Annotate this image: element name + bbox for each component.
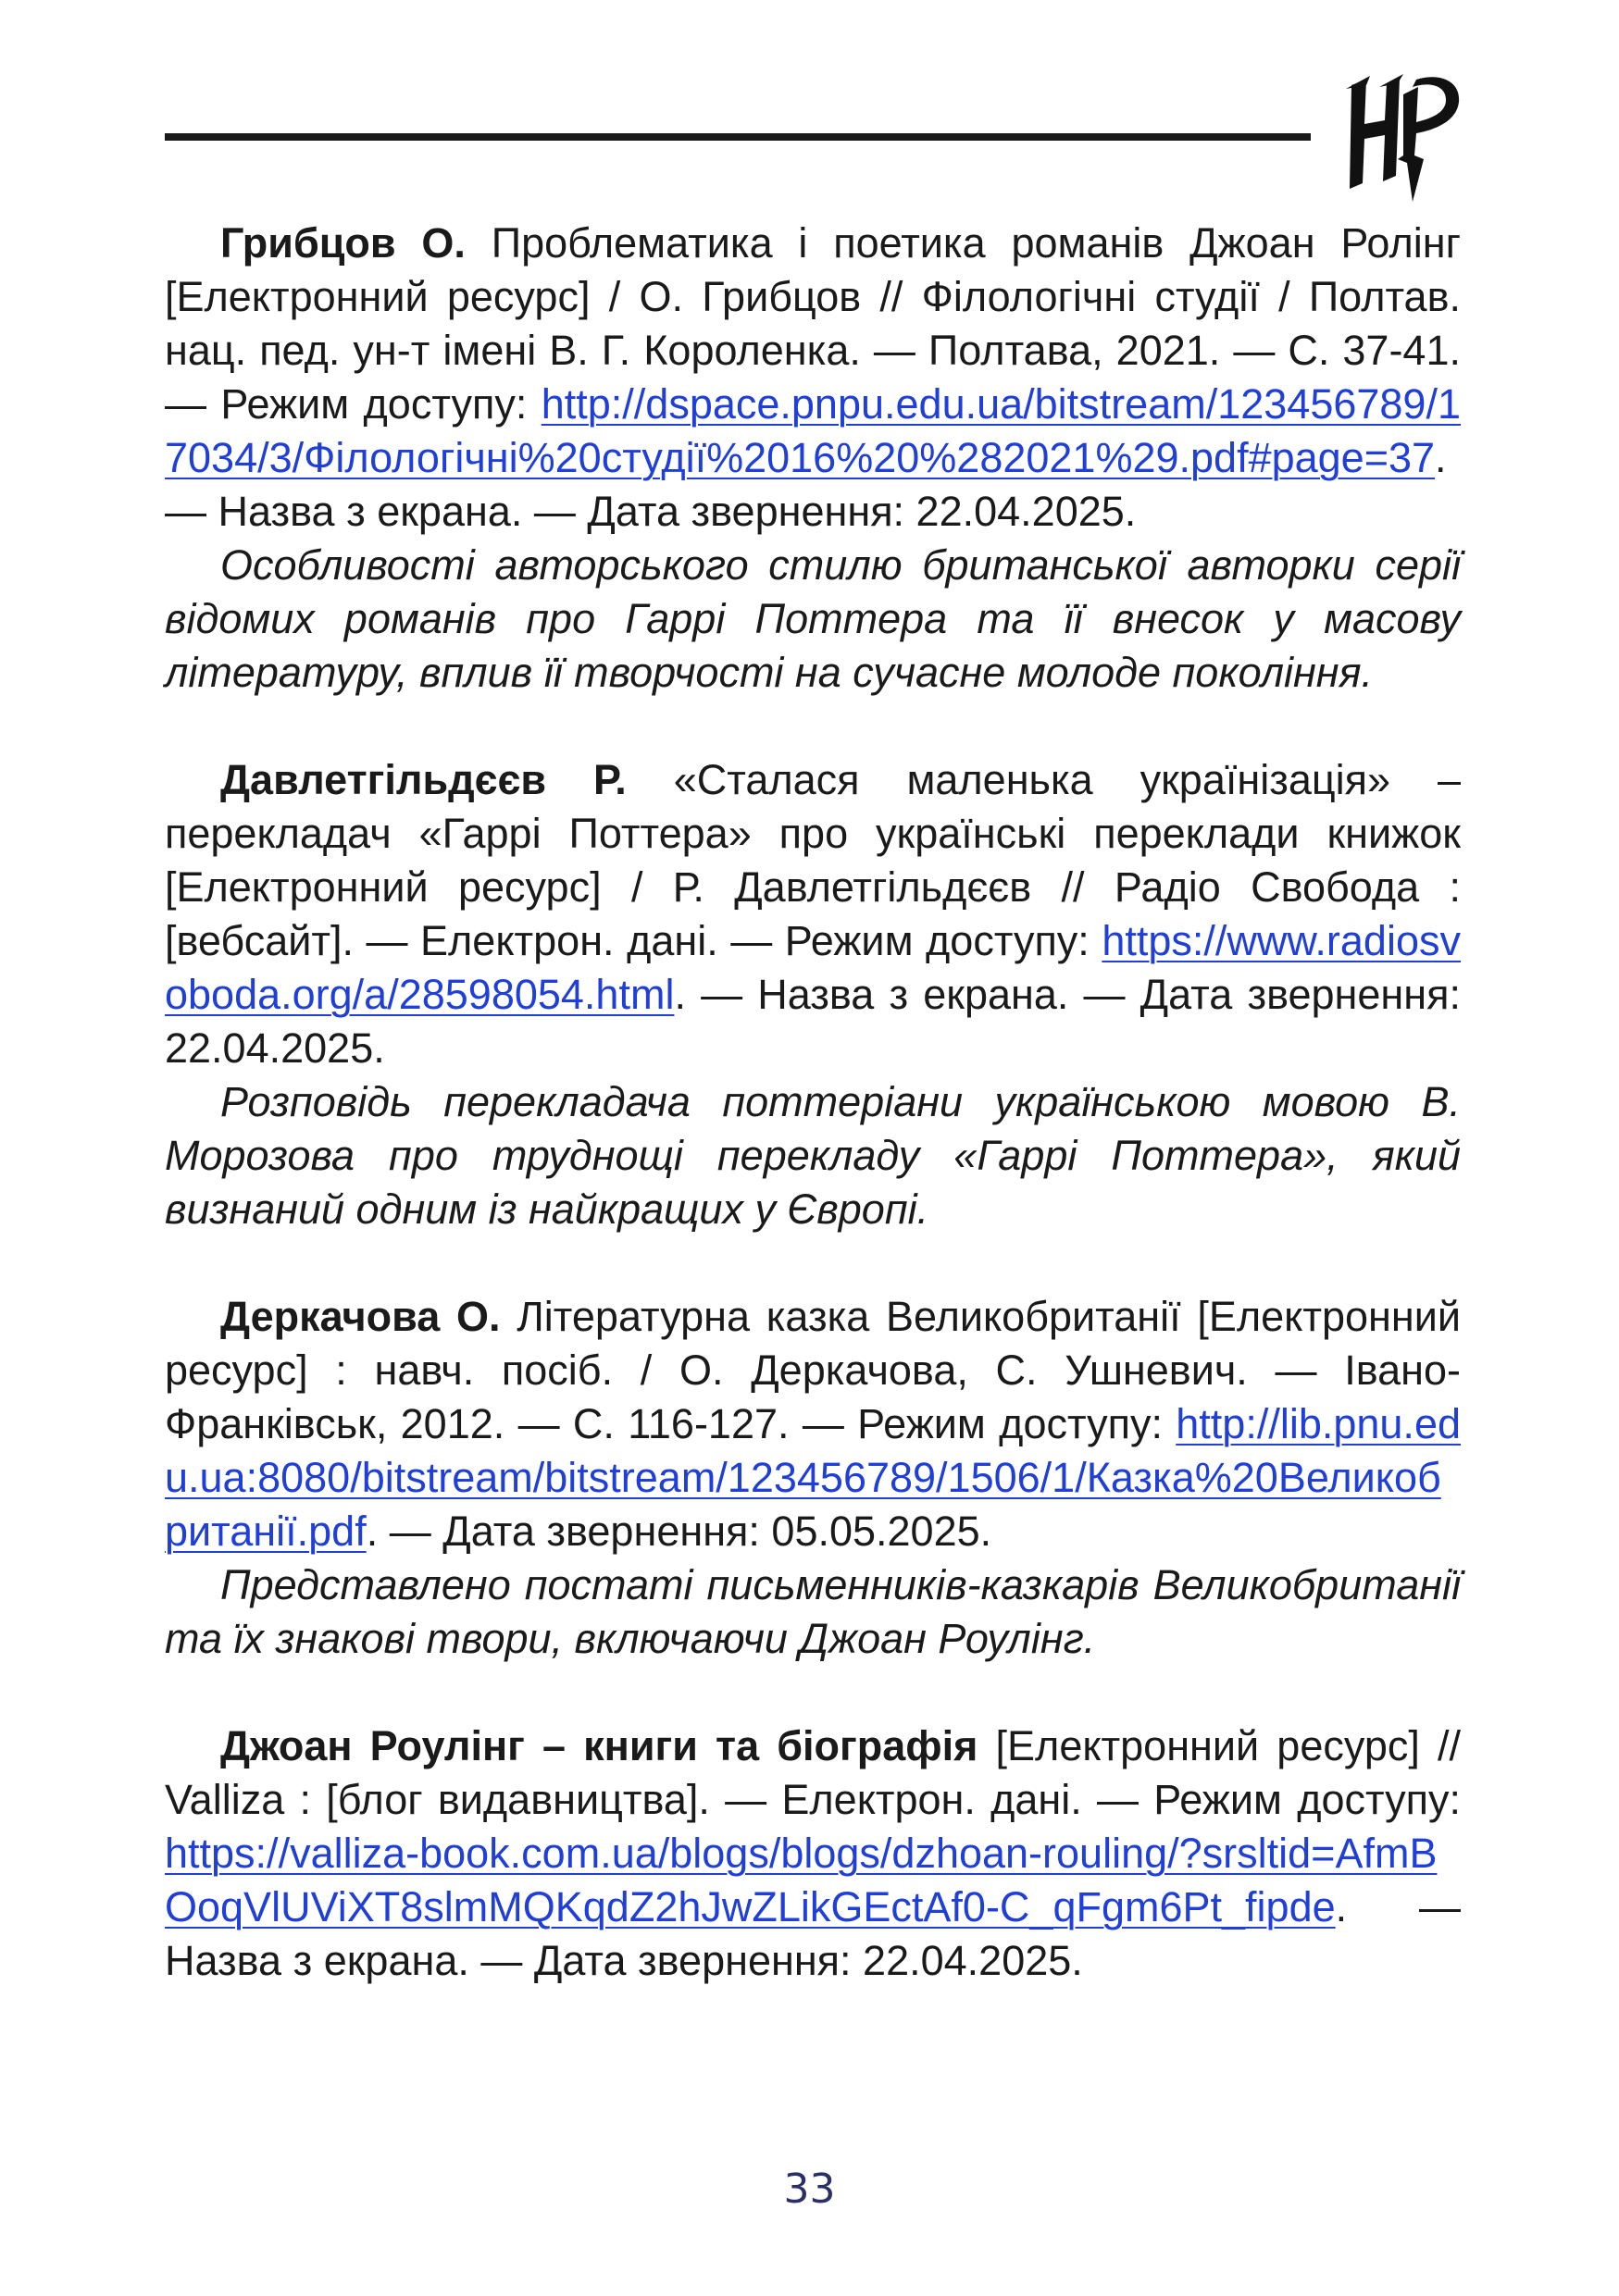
bibliography-list — [165, 217, 1461, 2042]
entry-link[interactable]: http://dspace.pnpu.edu.ua/bitstream/123456789/17034/3/Філологічні%20студії%2016%20%282021%29.pdf#page=37 — [165, 380, 1461, 481]
entry-description: «Сталася маленька українізація» – перекладач «Гаррі Поттера» про українські переклади книжок [Електронний ресурс] / Р. Давлетгільдєєв // Радіо Свобода : [вебсайт]. — Електрон. дані. — Режим доступу: — [165, 756, 1462, 964]
bibliography-entry — [165, 217, 1461, 700]
entry-author: Деркачова О. — [220, 1293, 501, 1340]
entry-citation — [165, 753, 1461, 1075]
entry-access-info: . — Назва з екрана. — Дата звернення: 22.04.2025. — [165, 971, 1461, 1072]
entry-access-info: . — Дата звернення: 05.05.2025. — [366, 1508, 992, 1555]
entry-citation — [165, 1290, 1461, 1558]
entry-annotation: Розповідь перекладача поттеріани українською мовою В. Морозова про труднощі перекладу «Гаррі Поттера», який визнаний одним із найкращих у Європі. — [165, 1078, 1461, 1233]
entry-description: Проблематика і поетика романів Джоан Ролінг [Електронний ресурс] / О. Грибцов // Філологічні студії / Полтав. нац. пед. ун-т імені В. Г. Короленка. — Полтава, 2021. — С. 37-41. — Режим доступу: — [165, 219, 1461, 428]
entry-access-info: . — Назва з екрана. — Дата звернення: 22.04.2025. — [165, 434, 1447, 535]
entry-link[interactable]: http://lib.pnu.edu.ua:8080/bitstream/bitstream/123456789/1506/1/Казка%20Великобританії.pdf — [165, 1400, 1461, 1555]
entry-description: [Електронний ресурс] // Valliza : [блог видавництва]. — Електрон. дані. — Режим доступу: — [165, 1722, 1461, 1823]
entry-author: Джоан Роулінг – книги та біографія — [220, 1722, 978, 1769]
entry-author: Грибцов О. — [220, 219, 466, 267]
entry-annotation: Особливості авторського стилю британської авторки серії відомих романів про Гаррі Поттера та її внесок у масову літературу, вплив її творчості на сучасне молоде покоління. — [165, 541, 1461, 696]
bibliography-entry — [165, 753, 1461, 1236]
entry-description: Літературна казка Великобританії [Електронний ресурс] : навч. посіб. / О. Деркачова, С. Ушневич. — Івано-Франківськ, 2012. — С. 116-127. — Режим доступу: — [165, 1293, 1461, 1447]
entry-link[interactable]: https://www.radiosvoboda.org/a/28598054.html — [165, 917, 1461, 1018]
bibliography-entry — [165, 1719, 1461, 1988]
entry-author: Давлетгільдєєв Р. — [220, 756, 627, 803]
header-rule — [165, 133, 1311, 141]
harry-potter-hp-logo-icon — [1339, 67, 1464, 204]
page-number: 33 — [783, 2166, 836, 2213]
entry-citation — [165, 217, 1461, 539]
entry-link[interactable]: https://valliza-book.com.ua/blogs/blogs/dzhoan-rouling/?srsltid=AfmBOoqVlUViXT8slmMQKqdZ2hJwZLikGEctAf0-C_qFgm6Pt_fipde — [165, 1830, 1438, 1930]
bibliography-entry — [165, 1290, 1461, 1666]
entry-annotation: Представлено постаті письменників-казкарів Великобританії та їх знакові твори, включаючи Джоан Роулінг. — [165, 1561, 1461, 1662]
entry-citation — [165, 1719, 1461, 1988]
entry-access-info: . — Назва з екрана. — Дата звернення: 22.04.2025. — [165, 1883, 1461, 1984]
